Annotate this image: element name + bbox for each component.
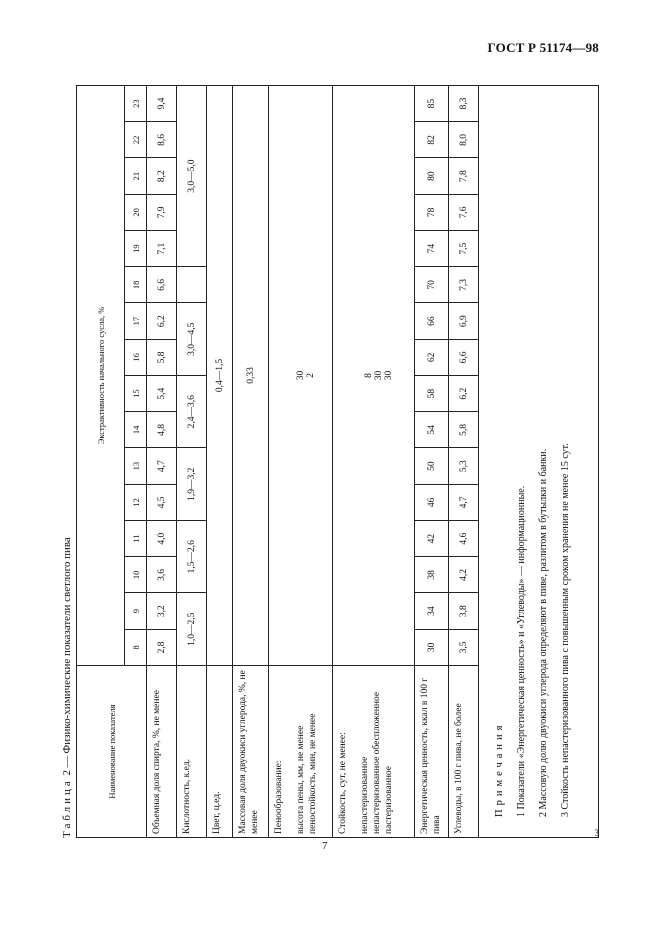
col-head-13: 13 [125, 448, 147, 484]
stability-title: Стойкость, сут, не менее: [338, 732, 348, 834]
col-head-21: 21 [125, 158, 147, 194]
carbs-9: 3,8 [449, 593, 479, 629]
notes-title: Примечания [494, 721, 505, 817]
carbs-21: 7,8 [449, 158, 479, 194]
alcohol-11: 4,0 [147, 521, 177, 557]
alcohol-12: 4,5 [147, 484, 177, 520]
carbs-17: 6,9 [449, 303, 479, 339]
note-1: 1 Показатели «Энергетическая ценность» и «Углеводы» — информационные. [516, 485, 527, 817]
co2-value: 0,33 [233, 85, 269, 665]
document-header: ГОСТ Р 51174—98 [487, 40, 599, 55]
stability-values: 8 30 30 [333, 85, 415, 665]
col-head-14: 14 [125, 412, 147, 448]
energy-17: 66 [415, 303, 449, 339]
alcohol-17: 6,2 [147, 303, 177, 339]
row-stability-label [333, 666, 415, 838]
carbs-23: 8,3 [449, 85, 479, 121]
energy-13: 50 [415, 448, 449, 484]
color-value: 0,4—1,5 [207, 85, 233, 665]
physico-chemical-table [76, 85, 599, 838]
col-head-20: 20 [125, 194, 147, 230]
acidity-19-23: 3,0—5,0 [177, 85, 207, 266]
carbs-18: 7,3 [449, 267, 479, 303]
row-carbs-label: Углеводы, в 100 г пива, не более [449, 666, 479, 838]
carbs-14: 5,8 [449, 412, 479, 448]
row-energy-label: Энергетическая ценность, ккал в 100 г пива [415, 666, 449, 838]
col-head-10: 10 [125, 557, 147, 593]
acidity-14-15: 2,4—3,6 [177, 376, 207, 449]
alcohol-16: 5,8 [147, 339, 177, 375]
col-head-17: 17 [125, 303, 147, 339]
carbs-10: 4,2 [449, 557, 479, 593]
col-head-19: 19 [125, 231, 147, 267]
alcohol-15: 5,4 [147, 376, 177, 412]
alcohol-13: 4,7 [147, 448, 177, 484]
head-group: Экстрактивность начального сусла, % [77, 85, 125, 665]
carbs-8: 3,5 [449, 629, 479, 665]
energy-16: 62 [415, 339, 449, 375]
alcohol-21: 8,2 [147, 158, 177, 194]
col-head-9: 9 [125, 593, 147, 629]
notes-cell [479, 85, 599, 837]
carbs-11: 4,6 [449, 521, 479, 557]
energy-22: 82 [415, 122, 449, 158]
row-alcohol-label: Объемная доля спирта, %, не менее [147, 666, 177, 838]
row-co2-label: Массовая доля двуокиси углерода, %, не менее [233, 666, 269, 838]
carbs-12: 4,7 [449, 484, 479, 520]
energy-23: 85 [415, 85, 449, 121]
stability-sub: непастеризованное непастеризованное обеспложенное пастеризованное [360, 691, 394, 834]
alcohol-10: 3,6 [147, 557, 177, 593]
acidity-12-13: 1,9—3,2 [177, 448, 207, 521]
energy-14: 54 [415, 412, 449, 448]
energy-11: 42 [415, 521, 449, 557]
acidity-16-17: 3,0—4,5 [177, 303, 207, 376]
acidity-18-empty [177, 267, 207, 303]
head-name: Наименование показателя [77, 666, 147, 838]
energy-19: 74 [415, 231, 449, 267]
note-3: 3 Стойкость непастеризованного пива с повышенным сроком хранения не менее 15 сут. [560, 443, 571, 817]
energy-18: 70 [415, 267, 449, 303]
energy-21: 80 [415, 158, 449, 194]
corner-page-number: 3 [594, 828, 599, 838]
note-2: 2 Массовую долю двуокиси углерода определяют в пиве, разлитом в бутылки и банки. [538, 448, 549, 817]
foam-values: 30 2 [269, 85, 333, 665]
alcohol-23: 9,4 [147, 85, 177, 121]
col-head-16: 16 [125, 339, 147, 375]
row-acidity-label: Кислотность, к.ед. [177, 666, 207, 838]
carbs-22: 8,0 [449, 122, 479, 158]
col-head-22: 22 [125, 122, 147, 158]
energy-20: 78 [415, 194, 449, 230]
alcohol-18: 6,6 [147, 267, 177, 303]
col-head-23: 23 [125, 85, 147, 121]
alcohol-9: 3,2 [147, 593, 177, 629]
carbs-20: 7,6 [449, 194, 479, 230]
page-number: 7 [322, 840, 328, 852]
col-head-12: 12 [125, 484, 147, 520]
alcohol-14: 4,8 [147, 412, 177, 448]
col-head-11: 11 [125, 521, 147, 557]
carbs-19: 7,5 [449, 231, 479, 267]
carbs-13: 5,3 [449, 448, 479, 484]
carbs-16: 6,6 [449, 339, 479, 375]
alcohol-8: 2,8 [147, 629, 177, 665]
foam-title: Пенообразование: [274, 760, 284, 834]
acidity-10-11: 1,5—2,6 [177, 521, 207, 594]
col-head-8: 8 [125, 629, 147, 665]
energy-9: 34 [415, 593, 449, 629]
alcohol-22: 8,6 [147, 122, 177, 158]
energy-8: 30 [415, 629, 449, 665]
col-head-15: 15 [125, 376, 147, 412]
caption-text: 2 — Физико-химические показатели светлого пива [61, 537, 73, 776]
rotated-table-block [58, 86, 598, 838]
energy-10: 38 [415, 557, 449, 593]
table-caption [58, 86, 76, 838]
caption-prefix: Таблица [61, 778, 73, 838]
foam-sub: высота пены, мм, не менее пеностойкость, мин, не менее [296, 713, 318, 834]
col-head-18: 18 [125, 267, 147, 303]
acidity-8-9: 1,0—2,5 [177, 593, 207, 666]
energy-15: 58 [415, 376, 449, 412]
alcohol-19: 7,1 [147, 231, 177, 267]
row-color-label: Цвет, ц.ед. [207, 666, 233, 838]
row-foam-label [269, 666, 333, 838]
energy-12: 46 [415, 484, 449, 520]
carbs-15: 6,2 [449, 376, 479, 412]
alcohol-20: 7,9 [147, 194, 177, 230]
